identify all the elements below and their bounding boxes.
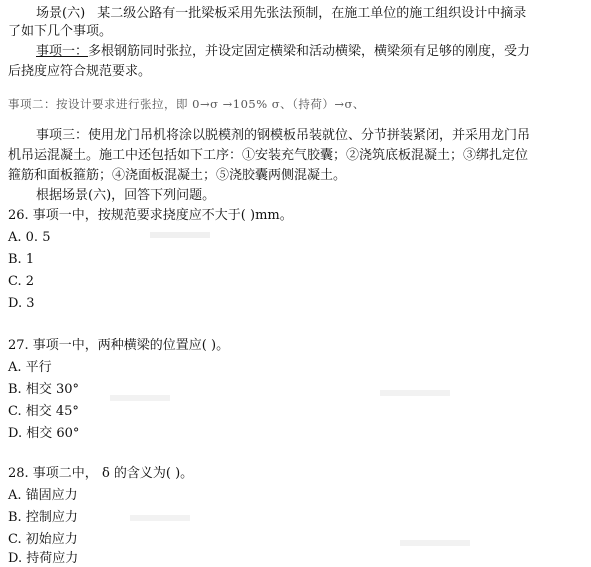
question-27-option-d[interactable]: D. 相交 60° <box>8 426 80 441</box>
item1-label: 事项一： <box>36 44 89 59</box>
question-26-option-d[interactable]: D. 3 <box>8 296 35 311</box>
scenario-label: 场景(六) <box>36 6 86 21</box>
question-27-option-a[interactable]: A. 平行 <box>8 360 52 375</box>
question-27-stem: 27. 事项一中，两种横梁的位置应( )。 <box>8 338 230 353</box>
watermark-mark <box>380 390 450 396</box>
item1-text: 多根钢筋同时张拉，并设定固定横梁和活动横梁，横梁须有足够的刚度，受力 <box>88 44 531 59</box>
item3-line-2: 机吊运混凝土。施工中还包括如下工序：①安装充气胶囊；②浇筑底板混凝土；③绑扎定位 <box>8 148 529 163</box>
item1-line-1 <box>36 44 530 60</box>
scenario-line-2: 了如下几个事项。 <box>8 24 113 39</box>
question-28-option-c[interactable]: C. 初始应力 <box>8 532 78 547</box>
watermark-mark <box>110 395 170 401</box>
watermark-mark <box>400 540 470 546</box>
question-prompt: 根据场景(六)，回答下列问题。 <box>36 188 216 203</box>
item1-line-2: 后挠度应符合规范要求。 <box>8 64 152 79</box>
question-28-option-a[interactable]: A. 锚固应力 <box>8 488 78 503</box>
question-28-option-b[interactable]: B. 控制应力 <box>8 510 78 525</box>
question-28-stem: 28. 事项二中， δ 的含义为( )。 <box>8 466 194 481</box>
question-27-option-c[interactable]: C. 相交 45° <box>8 404 79 419</box>
watermark-mark <box>150 232 210 238</box>
scenario-text: 某二级公路有一批梁板采用先张法预制，在施工单位的施工组织设计中摘录 <box>97 6 527 21</box>
item2-line: 事项二：按设计要求进行张拉，即 0→σ →105% σ、（持荷）→σ、 <box>8 97 365 111</box>
watermark-mark <box>130 515 190 521</box>
question-26-option-b[interactable]: B. 1 <box>8 252 35 267</box>
question-26-option-a[interactable]: A. 0. 5 <box>8 230 51 245</box>
item3-line-3: 箍筋和面板箍筋；④浇面板混凝土；⑤浇胶囊两侧混凝土。 <box>8 168 347 183</box>
question-28-option-d[interactable]: D. 持荷应力 <box>8 551 79 566</box>
item3-line-1: 事项三：使用龙门吊机将涂以脱模剂的钢模板吊装就位、分节拼装紧闭，并采用龙门吊 <box>36 128 531 143</box>
question-27-option-b[interactable]: B. 相交 30° <box>8 382 79 397</box>
scenario-line-1 <box>8 6 526 22</box>
question-26-option-c[interactable]: C. 2 <box>8 274 35 289</box>
question-26-stem: 26. 事项一中，按规范要求挠度应不大于( )mm。 <box>8 208 293 223</box>
